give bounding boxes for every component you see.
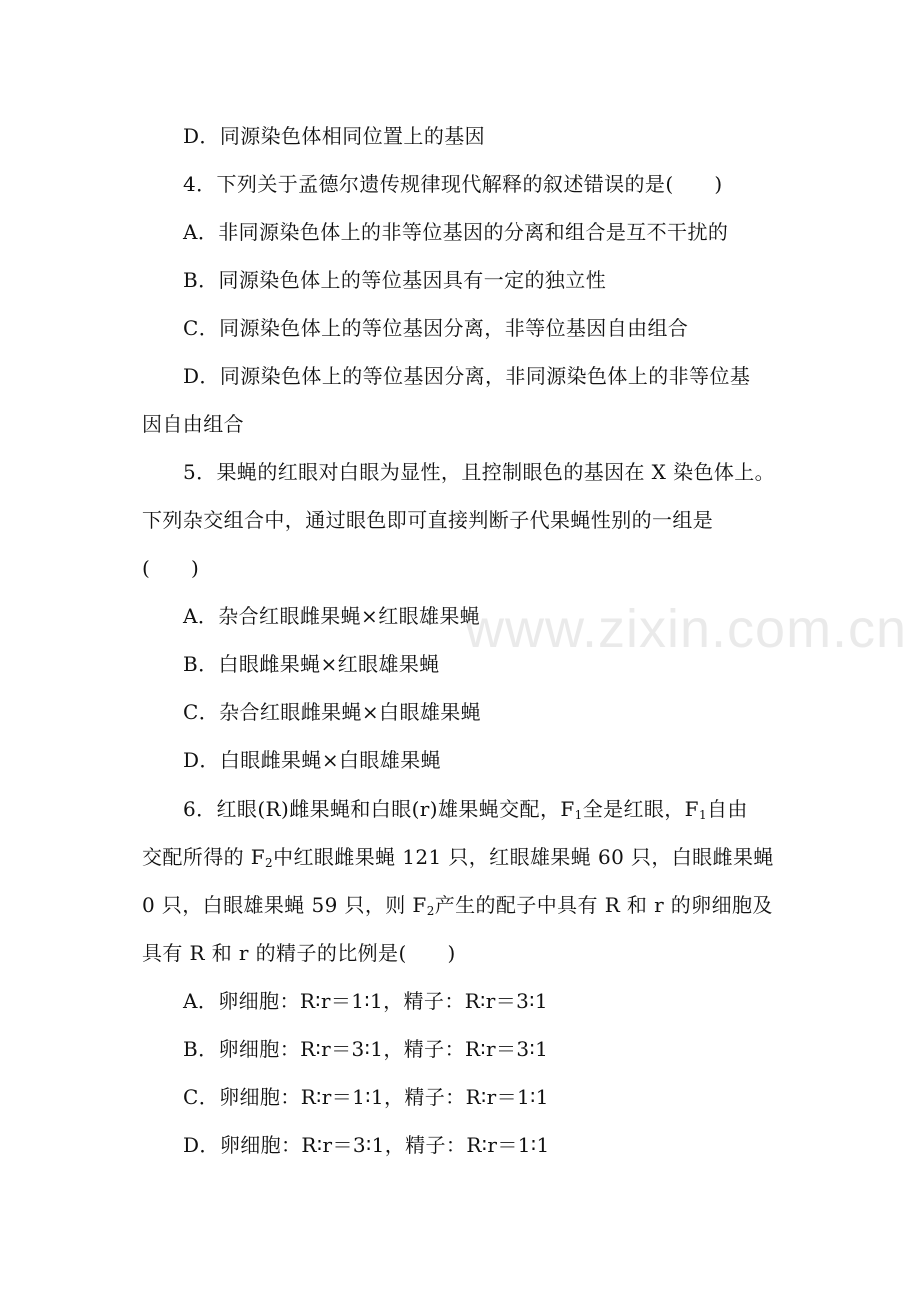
subscript: 2 bbox=[426, 904, 435, 918]
q6-stem-line4: 具有 R 和 r 的精子的比例是( ) bbox=[142, 941, 456, 965]
q4-option-d-cont: 因自由组合 bbox=[142, 412, 244, 436]
q5-option-c: C．杂合红眼雌果蝇×白眼雄果蝇 bbox=[183, 700, 482, 724]
subscript: 2 bbox=[265, 856, 274, 870]
q6-option-b: B．卵细胞：R∶r＝3∶1，精子：R∶r＝3∶1 bbox=[183, 1037, 549, 1061]
q5-stem-line2: 下列杂交组合中，通过眼色即可直接判断子代果蝇性别的一组是 bbox=[142, 508, 714, 532]
q5-stem-line1: 5．果蝇的红眼对白眼为显性，且控制眼色的基因在 X 染色体上。 bbox=[183, 460, 776, 484]
q5-option-d: D．白眼雌果蝇×白眼雄果蝇 bbox=[183, 748, 441, 772]
subscript: 1 bbox=[574, 808, 583, 822]
q5-option-b: B．白眼雌果蝇×红眼雄果蝇 bbox=[183, 652, 440, 676]
q4-option-b: B．同源染色体上的等位基因具有一定的独立性 bbox=[183, 268, 607, 292]
q6-stem-line2 bbox=[142, 845, 782, 869]
q6-stem-line3 bbox=[142, 893, 782, 917]
q3-option-d: D．同源染色体相同位置上的基因 bbox=[183, 124, 486, 148]
q6-text: 0 只，白眼雄果蝇 59 只，则 F bbox=[142, 893, 427, 917]
q6-text: 产生的配子中具有 R 和 r 的卵细胞及 bbox=[434, 893, 773, 917]
watermark: www.zixin.com.cn bbox=[465, 599, 908, 659]
q6-text: 6．红眼(R)雌果蝇和白眼(r)雄果蝇交配，F bbox=[183, 797, 575, 821]
q4-option-c: C．同源染色体上的等位基因分离，非等位基因自由组合 bbox=[183, 316, 689, 340]
q6-option-a: A．卵细胞：R∶r＝1∶1，精子：R∶r＝3∶1 bbox=[183, 989, 549, 1013]
q5-stem-line3: ( ) bbox=[142, 556, 200, 580]
q4-option-a: A．非同源染色体上的非等位基因的分离和组合是互不干扰的 bbox=[183, 220, 729, 244]
q4-stem: 4．下列关于孟德尔遗传规律现代解释的叙述错误的是( ) bbox=[183, 172, 723, 196]
q6-option-c: C．卵细胞：R∶r＝1∶1，精子：R∶r＝1∶1 bbox=[183, 1085, 549, 1109]
q6-stem-line1 bbox=[183, 797, 823, 821]
q6-text: 交配所得的 F bbox=[142, 845, 266, 869]
q6-option-d: D．卵细胞：R∶r＝3∶1，精子：R∶r＝1∶1 bbox=[183, 1133, 550, 1157]
q5-option-a: A．杂合红眼雌果蝇×红眼雄果蝇 bbox=[183, 604, 481, 628]
subscript: 1 bbox=[698, 808, 708, 822]
q6-text: 中红眼雌果蝇 121 只，红眼雄果蝇 60 只，白眼雌果蝇 bbox=[273, 845, 774, 869]
q6-text: 自由 bbox=[707, 797, 748, 821]
q4-option-d: D．同源染色体上的等位基因分离，非同源染色体上的非等位基 bbox=[183, 364, 751, 388]
q6-text: 全是红眼，F bbox=[582, 797, 699, 821]
